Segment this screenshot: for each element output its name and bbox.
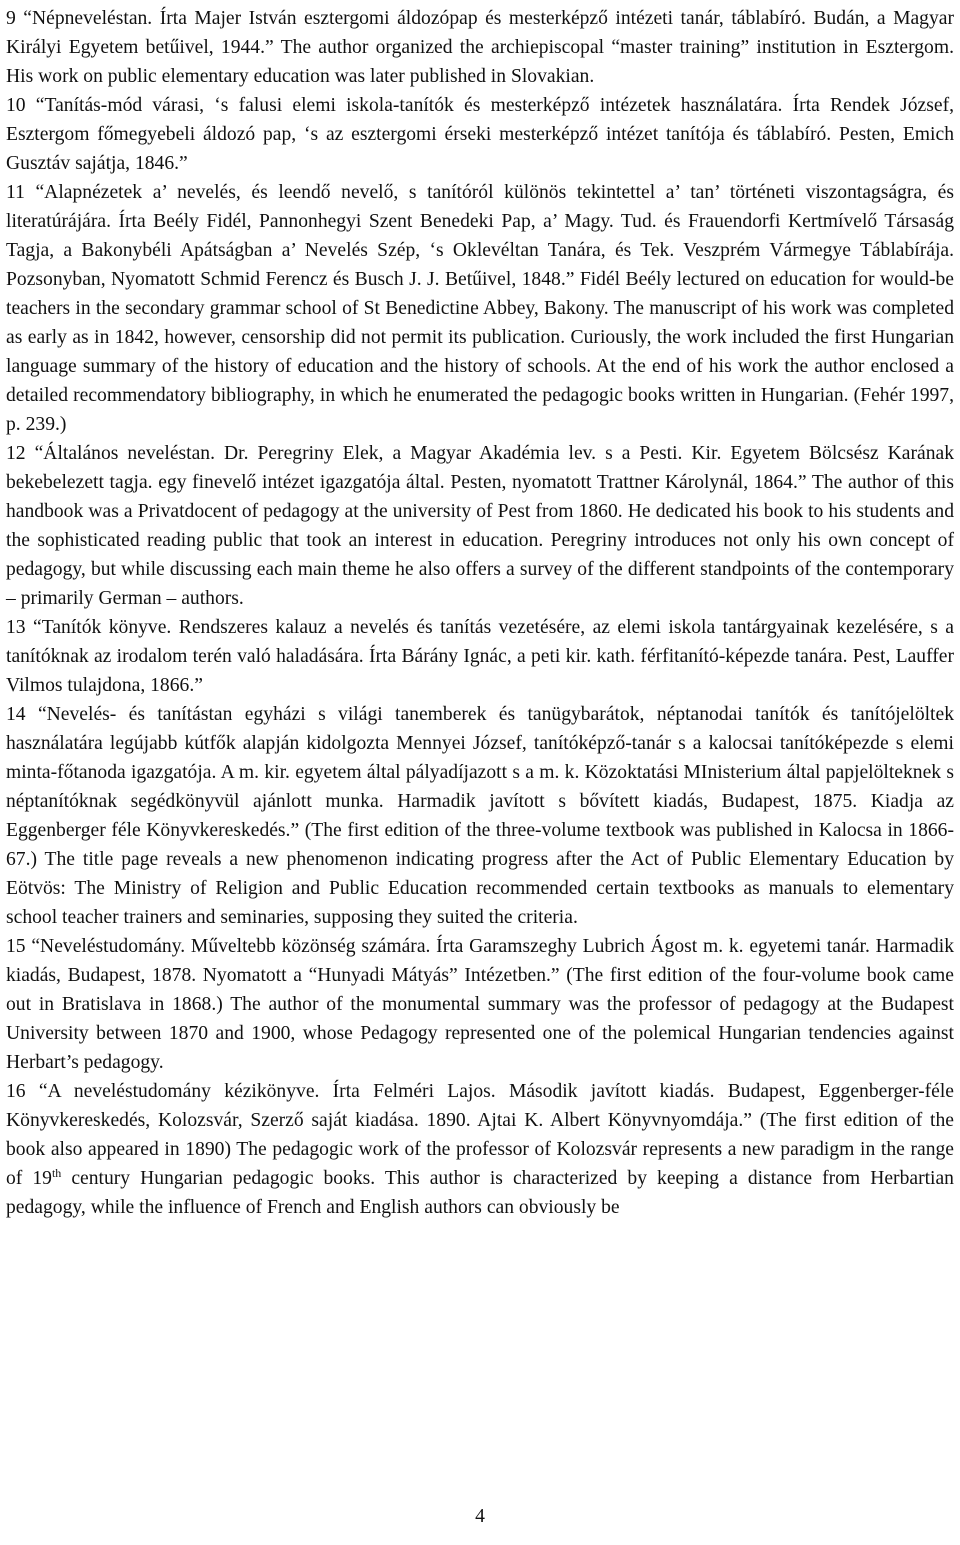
page-number: 4 — [475, 1506, 485, 1527]
footnote-16-superscript: th — [51, 1166, 62, 1180]
footnote-13: 13 “Tanítók könyve. Rendszeres kalauz a nevelés és tanítás vezetésére, az elemi iskola tantárgyainak kezelésére, s a tanítóknak az irodalom terén való haladására. Írta Bárány Ignác, a peti kir. kath. férfitanító-képezde tanára. Pest, Lauffer Vilmos tulajdona, 1866.” — [6, 617, 954, 696]
footnotes-block — [6, 4, 954, 1222]
footnote-15: 15 “Neveléstudomány. Műveltebb közönség számára. Írta Garamszeghy Lubrich Ágost m. k. egyetemi tanár. Harmadik kiadás, Budapest, 1878. Nyomatott a “Hunyadi Mátyás” Intézetben.” (The first edition of the four-volume book came out in Bratislava in 1868.) The author of the monumental summary was the professor of pedagogy at the Budapest University between 1870 and 1900, whose Pedagogy represented one of the polemical Hungarian tendencies against Herbart’s pedagogy. — [6, 936, 954, 1073]
footnote-14: 14 “Nevelés- és tanítástan egyházi s világi tanemberek és tanügybarátok, néptanodai tanítók és tanítójelöltek használatára legújabb kútfők alapján kidolgozta Mennyei József, tanítóképző-tanár s a kalocsai tanítóképezde s elemi minta-főtanoda igazgatója. A m. kir. egyetem által pályadíjazott s a m. k. Közoktatási MInisterium által papjelölteknek s néptanítóknak segédkönyvül ajánlott munka. Harmadik javított s bővített kiadás, Budapest, 1875. Kiadja az Eggenberger féle Könyvkereskedés.” (The first edition of the three-volume textbook was published in Kalocsa in 1866-67.) The title page reveals a new phenomenon indicating progress after the Act of Public Elementary Education by Eötvös: The Ministry of Religion and Public Education recommended certain textbooks as manuals to elementary school teacher trainers and seminaries, supposing they suited the criteria. — [6, 704, 954, 928]
footnote-16-text-before: 16 “A neveléstudomány kézikönyve. Írta Felméri Lajos. Második javított kiadás. Budapest, Eggenberger-féle Könyvkereskedés, Kolozsvár, Szerző saját kiadása. 1890. Ajtai K. Albert Könyvnyomdája.” (The first edition of the book also appeared in 1890) The pedagogic work of the professor of Kolozsvár represents a new paradigm in the range of 19 — [6, 1081, 954, 1189]
footnote-10: 10 “Tanítás-mód várasi, ‘s falusi elemi iskola-tanítók és mesterképző intézetek használatára. Írta Rendek József, Esztergom főmegyebeli áldozó pap, ‘s az esztergomi érseki mesterképző intézet tanítója és táblabíró. Pesten, Emich Gusztáv sajátja, 1846.” — [6, 95, 954, 174]
footnote-16-text-after: century Hungarian pedagogic books. This author is characterized by keeping a distance from Herbartian pedagogy, while the influence of French and English authors can obviously be — [6, 1168, 954, 1218]
footnote-9: 9 “Népneveléstan. Írta Majer István esztergomi áldozópap és mesterképző intézeti tanár, táblabíró. Budán, a Magyar Királyi Egyetem betűivel, 1944.” The author organized the archiepiscopal “master training” institution in Esztergom. His work on public elementary education was later published in Slovakian. — [6, 8, 954, 87]
footnote-16 — [6, 1077, 954, 1222]
footnote-12: 12 “Általános neveléstan. Dr. Peregriny Elek, a Magyar Akadémia lev. s a Pesti. Kir. Egyetem Bölcsész Karának bekebelezett tagja. egy finevelő intézet igazgatója által. Pesten, nyomatott Trattner Károlynál, 1864.” The author of this handbook was a Privatdocent of pedagogy at the university of Pest from 1860. He dedicated his book to his students and the sophisticated reading public that took an interest in education. Peregriny introduces not only his own concept of pedagogy, but while discussing each main theme he also offers a survey of the different standpoints of the contemporary – primarily German – authors. — [6, 443, 954, 609]
footnote-11: 11 “Alapnézetek a’ nevelés, és leendő nevelő, s tanítóról különös tekintettel a’ tan’ történeti viszontagságra, és literatúrájára. Írta Beély Fidél, Pannonhegyi Szent Benedeki Pap, a’ Magy. Tud. és Frauendorfi Kertmívelő Társaság Tagja, a Bakonybéli Apátságban a’ Nevelés Szép, ‘s Oklevéltan Tanára, és Tek. Veszprém Vármegye Táblabírája. Pozsonyban, Nyomatott Schmid Ferencz és Busch J. J. Betűivel, 1848.” Fidél Beély lectured on education for would-be teachers in the secondary grammar school of St Benedictine Abbey, Bakony. The manuscript of his work was completed as early as in 1842, however, censorship did not permit its publication. Curiously, the work included the first Hungarian language summary of the history of education and the history of schools. At the end of his work the author enclosed a detailed recommendatory bibliography, in which he enumerated the pedagogic books written in Hungarian. (Fehér 1997, p. 239.) — [6, 182, 954, 435]
